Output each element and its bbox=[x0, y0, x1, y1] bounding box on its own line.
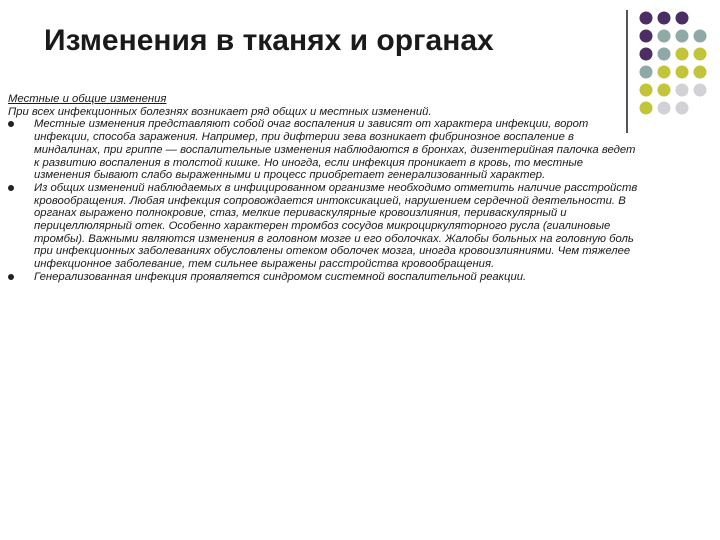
decorative-dot bbox=[658, 102, 671, 115]
decorative-dot bbox=[676, 66, 689, 79]
decorative-dot bbox=[658, 30, 671, 43]
decorative-dot bbox=[640, 102, 653, 115]
decorative-dot bbox=[676, 84, 689, 97]
decorative-dot bbox=[694, 30, 707, 43]
decorative-dot-grid bbox=[637, 11, 717, 121]
decorative-dot bbox=[676, 102, 689, 115]
decorative-dot bbox=[658, 84, 671, 97]
decorative-dot bbox=[640, 30, 653, 43]
bullet-icon bbox=[8, 274, 14, 280]
decorative-dot bbox=[658, 12, 671, 25]
bullet-item-general-changes bbox=[8, 182, 638, 271]
slide-body bbox=[8, 93, 638, 284]
bullet-item-generalized-infection bbox=[8, 271, 638, 284]
slide-title: Изменения в тканях и органах bbox=[44, 24, 494, 57]
decorative-dot bbox=[694, 66, 707, 79]
decorative-dot bbox=[640, 48, 653, 61]
section-heading: Местные и общие изменения bbox=[8, 93, 167, 105]
decorative-dot bbox=[694, 48, 707, 61]
decorative-dot bbox=[640, 84, 653, 97]
decorative-dot bbox=[676, 12, 689, 25]
decorative-dot bbox=[694, 84, 707, 97]
decorative-dot bbox=[676, 48, 689, 61]
decorative-dot bbox=[676, 30, 689, 43]
bullet-icon bbox=[8, 121, 14, 127]
bullet-text: Местные изменения представляют собой очаг воспаления и зависят от характера инфекции, ворот инфекции, способа заражения. Например, при дифтерии зева возникает фибринозное воспаление в миндалинах, при гриппе — воспалительные изменения наблюдаются в бронхах, дизентерийная палочка ведет к развитию воспаления в толстой кишке. Но иногда, если инфекция проникает в кровь, то местные изменения бывают слабо выраженными и процесс приобретает генерализованный характер. bbox=[34, 118, 636, 182]
bullet-item-local-changes bbox=[8, 118, 638, 182]
decorative-dot bbox=[658, 66, 671, 79]
decorative-dot bbox=[640, 66, 653, 79]
bullet-text: Из общих изменений наблюдаемых в инфицированном организме необходимо отметить наличие расстройств кровообращения. Любая инфекция сопровождается интоксикацией, нарушением сердечной деятельности. В органах выражено полнокровие, стаз, мелкие периваскулярные кровоизлияния, периваскулярный и перицеллюлярный отек. Особенно характерен тромбоз сосудов микроциркуляторного русла (гиалиновые тромбы). Важными являются изменения в головном мозге и его оболочках. Жалобы больных на головную боль при инфекционных заболеваниях обусловлены отеком оболочек мозга, иногда кровоизлияниями. Чем тяжелее инфекционное заболевание, тем сильнее выражены расстройства кровообращения. bbox=[34, 181, 638, 271]
intro-text: При всех инфекционных болезнях возникает ряд общих и местных изменений. bbox=[8, 105, 432, 118]
bullet-text: Генерализованная инфекция проявляется синдромом системной воспалительной реакции. bbox=[34, 270, 527, 283]
bullet-icon bbox=[8, 185, 14, 191]
decorative-dot bbox=[658, 48, 671, 61]
decorative-dot bbox=[640, 12, 653, 25]
